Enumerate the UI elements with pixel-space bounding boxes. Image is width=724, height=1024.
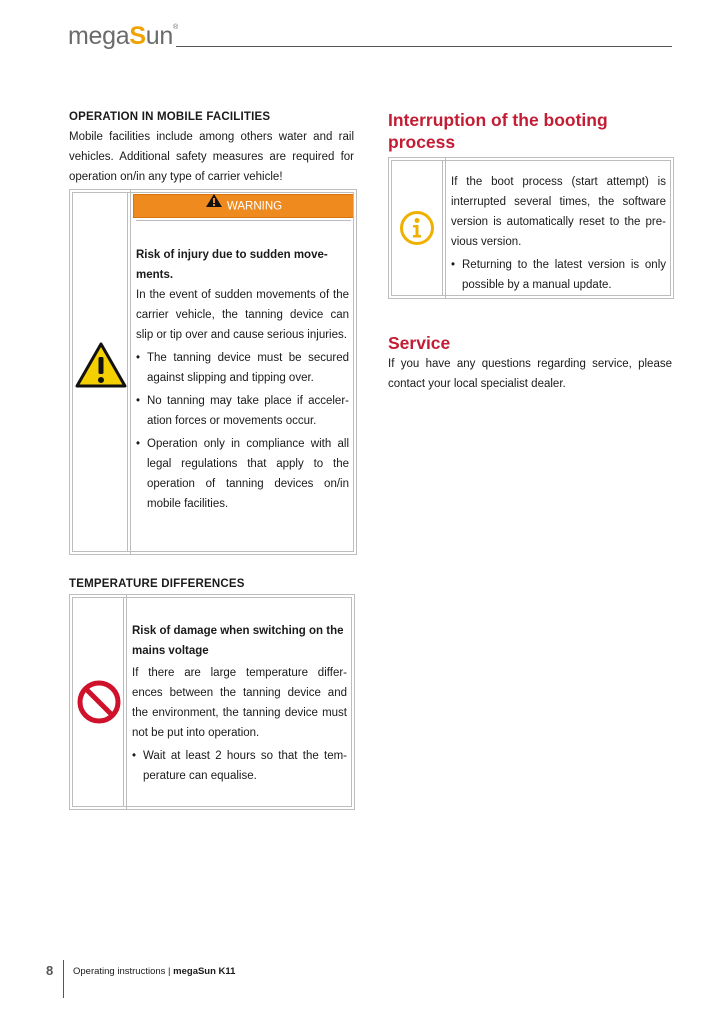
- booting-heading: [388, 109, 608, 153]
- logo-text-mega: mega: [68, 22, 130, 50]
- footer-doc-label: Operating instructions |: [73, 966, 174, 977]
- mobile-risk-title: Risk of injury due to sudden move- ments.: [136, 249, 328, 281]
- logo-letter-s: S: [129, 22, 146, 50]
- temperature-text-cell: [127, 595, 354, 809]
- booting-heading-line1: Interruption of the booting: [388, 110, 608, 130]
- info-body: [451, 172, 666, 295]
- list-item: • Wait at least 2 hours so that the tem- perature can equalise.: [132, 746, 347, 786]
- warning-divider: [136, 220, 351, 221]
- logo-text-un: un: [145, 22, 173, 50]
- logo-registered-mark: ®: [172, 24, 178, 31]
- footer-doc-title: [73, 966, 235, 977]
- prohibition-icon-cell: [70, 595, 127, 809]
- booting-text: If the boot process (start attempt) is interrupted several times, the software version is automatically reset to the pre- vious version.: [451, 176, 666, 248]
- mobile-facilities-intro: Mobile facilities include among others water and rail vehicles. Additional safety measures are required for operation on/in any type of carrier vehicle!: [69, 131, 354, 183]
- warning-body: [136, 245, 349, 514]
- temperature-risk-title: Risk of damage when switching on the mains voltage: [132, 625, 344, 657]
- info-icon: [399, 210, 435, 246]
- warning-label: WARNING: [226, 200, 283, 213]
- warning-small-icon: [205, 193, 223, 216]
- info-icon-cell: [389, 158, 446, 298]
- temperature-bullet-list: [132, 746, 347, 786]
- info-text-cell: [446, 158, 673, 298]
- mobile-facilities-heading: OPERATION IN MOBILE FACILITIES: [69, 111, 271, 123]
- temperature-risk-text: If there are large temperature differ- ences between the tanning device and the environment, the tanning device must not be put into operation.: [132, 667, 347, 739]
- mobile-bullet-list: [136, 348, 349, 514]
- warning-triangle-icon: [75, 342, 127, 388]
- footer-product: megaSun K11: [173, 966, 236, 977]
- footer-rule: [63, 960, 64, 998]
- temperature-box: [69, 594, 355, 810]
- mobile-risk-text: In the event of sudden movements of the carrier vehicle, the tanning device can slip or tip over and cause serious injuries.: [136, 289, 349, 341]
- list-item: • No tanning may take place if acceler- ation forces or movements occur.: [136, 391, 349, 431]
- list-item: • The tanning device must be secured against slipping and tipping over.: [136, 348, 349, 388]
- header-rule: [176, 46, 672, 47]
- list-item: • Returning to the latest version is only possible by a manual update.: [451, 255, 666, 295]
- warning-box: [69, 189, 357, 555]
- prohibition-icon: [77, 680, 121, 724]
- list-item: • Operation only in compliance with all legal regulations that apply to the operation of tanning devices on/in mobile facilities.: [136, 434, 349, 514]
- service-heading: Service: [388, 333, 451, 353]
- megasun-logo: [68, 22, 178, 51]
- service-text: If you have any questions regarding service, please contact your local specialist dealer.: [388, 358, 672, 390]
- booting-heading-line2: process: [388, 132, 456, 152]
- warning-text-cell: [131, 190, 356, 554]
- page-number: 8: [46, 963, 54, 978]
- temperature-heading: TEMPERATURE DIFFERENCES: [69, 578, 245, 590]
- info-box: [388, 157, 674, 299]
- warning-icon-cell: [70, 190, 131, 554]
- temperature-body: [132, 621, 347, 786]
- booting-bullet-list: [451, 255, 666, 295]
- warning-banner: [133, 194, 354, 218]
